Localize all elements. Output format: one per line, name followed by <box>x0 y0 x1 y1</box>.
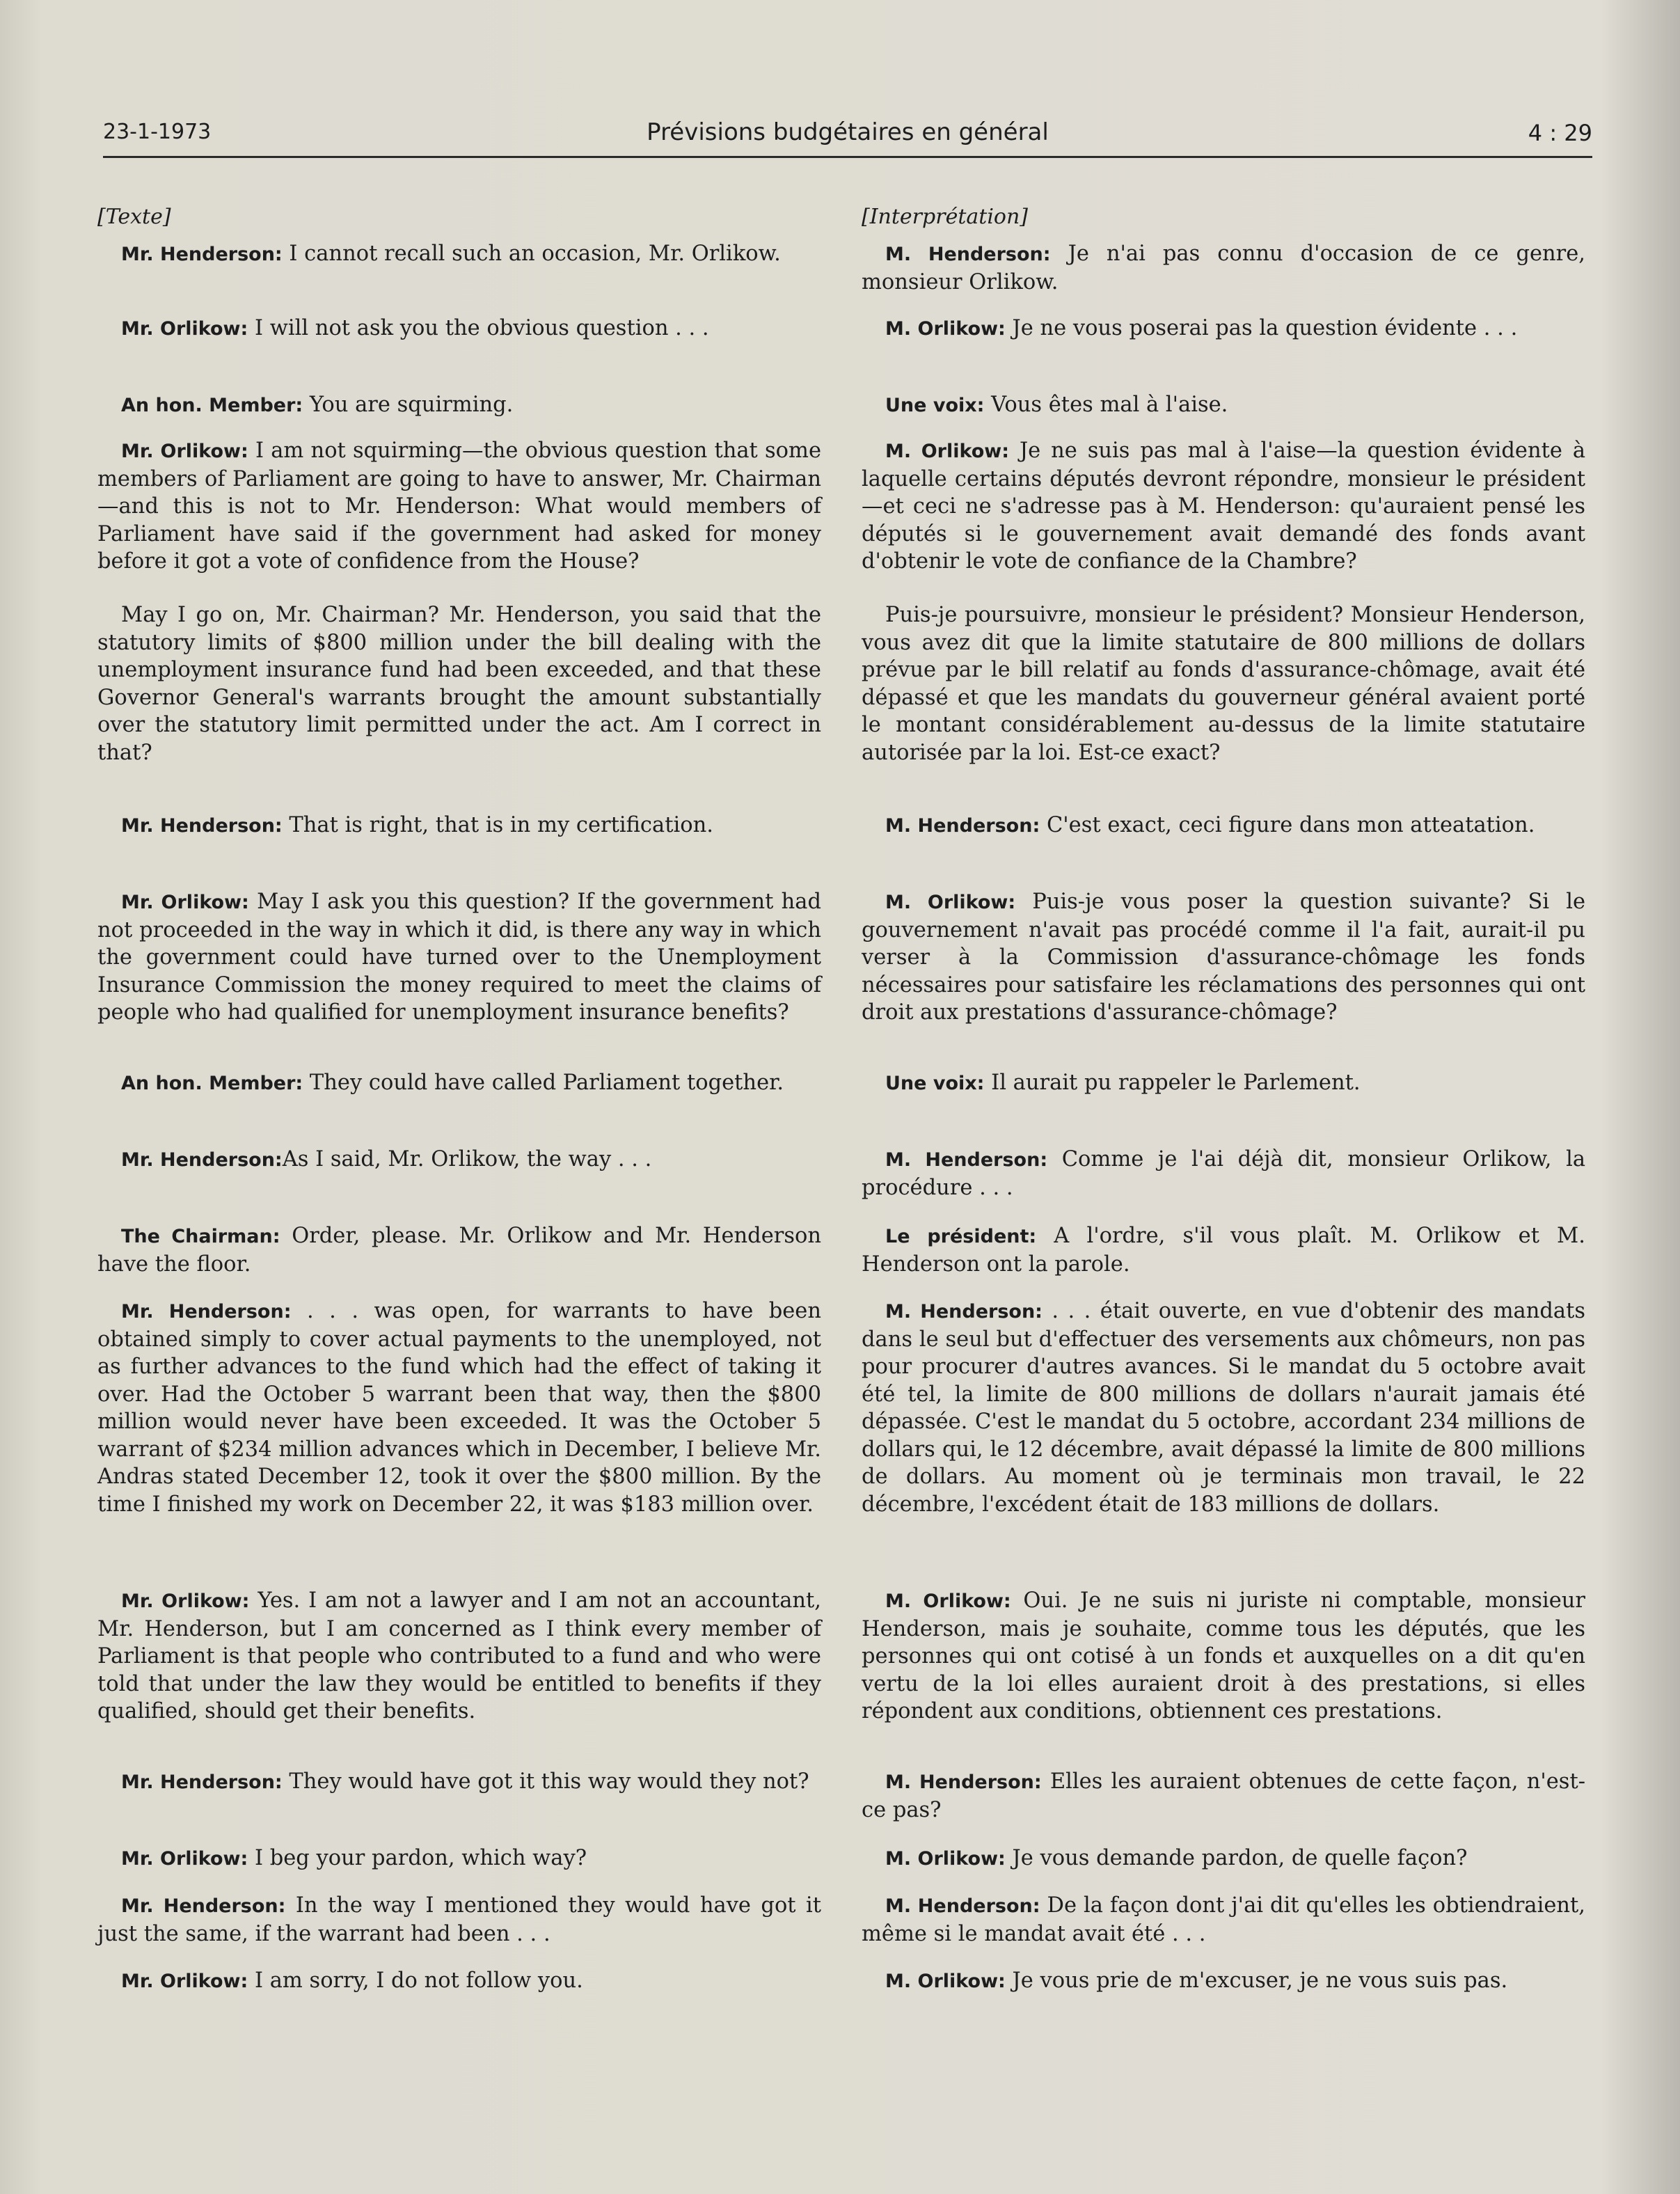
speaker-label: M. Henderson: <box>885 244 1051 265</box>
speaker-label: Mr. Orlikow: <box>121 892 249 913</box>
speech-text: I am not squirming—the obvious question that some members of Parliament are going to have to answer, Mr. Chairman—and this is not to Mr. Henderson: What would members of Parliament have said if the government had asked for money before it got a vote of confidence from the House? <box>97 439 821 574</box>
paragraph <box>862 315 1585 343</box>
section-tag: [Texte] <box>97 205 171 229</box>
speech-text: Vous êtes mal à l'aise. <box>984 393 1228 417</box>
speaker-label: Mr. Orlikow: <box>121 1591 250 1612</box>
speaker-label: M. Orlikow: <box>885 892 1016 913</box>
paragraph <box>862 888 1585 1027</box>
speaker-label: Mr. Henderson: <box>121 1895 286 1917</box>
speech-text: They could have called Parliament together. <box>303 1071 784 1095</box>
speech-text: Je n'ai pas connu d'occasion de ce genre, monsieur Orlikow. <box>862 242 1585 294</box>
speech-text: Il aurait pu rappeler le Parlement. <box>984 1071 1361 1095</box>
paragraph <box>862 391 1585 420</box>
speech-text: As I said, Mr. Orlikow, the way . . . <box>282 1147 652 1171</box>
speaker-label: An hon. Member: <box>121 395 303 416</box>
speaker-label: M. Orlikow: <box>885 441 1010 462</box>
paragraph <box>97 812 821 840</box>
speech-text: Elles les auraient obtenues de cette façon, n'est-ce pas? <box>862 1769 1586 1822</box>
speaker-label: M. Henderson: <box>885 815 1040 837</box>
speaker-label: M. Orlikow: <box>885 1848 1006 1870</box>
paragraph <box>862 1222 1585 1278</box>
speaker-label: Mr. Henderson: <box>121 1771 283 1793</box>
speech-text: Puis-je poursuivre, monsieur le président? Monsieur Henderson, vous avez dit que la limite statutaire de 800 millions de dollars prévue par le bill relatif au fonds d'assurance-chômage, avait été dépassé et que les mandats du gouverneur général avaient porté le montant considérablement au-dessus de la limite statutaire autorisée par la loi. Est-ce exact? <box>862 603 1585 765</box>
speech-text: They would have got it this way would they not? <box>282 1769 809 1794</box>
speaker-label: M. Orlikow: <box>885 1971 1006 1992</box>
paragraph <box>862 240 1585 296</box>
speaker-label: M. Orlikow: <box>885 318 1006 340</box>
paragraph <box>97 1892 821 1948</box>
running-header <box>103 117 1592 158</box>
paragraph <box>862 1069 1585 1098</box>
paragraph <box>862 437 1585 576</box>
speaker-label: M. Henderson: <box>885 1301 1043 1323</box>
speaker-label: Une voix: <box>885 395 985 416</box>
speaker-label: Mr. Orlikow: <box>121 441 248 462</box>
speaker-label: M. Orlikow: <box>885 1591 1011 1612</box>
speaker-label: Mr. Orlikow: <box>121 1971 248 1992</box>
paragraph <box>97 1297 821 1518</box>
paragraph <box>862 1587 1585 1726</box>
paragraph <box>97 391 821 420</box>
speech-text: Comme je l'ai déjà dit, monsieur Orlikow, la procédure . . . <box>862 1147 1586 1200</box>
section-tag: [Interprétation] <box>862 205 1029 229</box>
speaker-label: Mr. Henderson: <box>121 1301 292 1323</box>
speaker-label: M. Henderson: <box>885 1149 1048 1171</box>
paragraph <box>97 1587 821 1726</box>
speaker-label: Mr. Henderson: <box>121 1149 283 1171</box>
speech-text: Je ne vous poserai pas la question évidente . . . <box>1005 316 1518 340</box>
header-title: Prévisions budgétaires en général <box>647 118 1049 146</box>
paragraph <box>97 1967 821 1996</box>
speaker-label: Mr. Henderson: <box>121 244 283 265</box>
speaker-label: Mr. Orlikow: <box>121 318 248 340</box>
paragraph <box>862 601 1585 766</box>
speech-text: A l'ordre, s'il vous plaît. M. Orlikow et M. Henderson ont la parole. <box>862 1224 1585 1277</box>
speech-text: You are squirming. <box>303 393 514 417</box>
speaker-label: An hon. Member: <box>121 1073 303 1094</box>
speaker-label: Mr. Henderson: <box>121 815 283 837</box>
speech-text: Je vous demande pardon, de quelle façon? <box>1005 1846 1468 1870</box>
speech-text: Oui. Je ne suis ni juriste ni comptable, monsieur Henderson, mais je souhaite, comme tous les députés, que les personnes qui ont cotisé à un fonds et auxquelles on a dit qu'en vertu de la loi elles auraient droit à des prestations, si elles répondent aux conditions, obtiennent ces prestations. <box>862 1588 1585 1723</box>
paragraph <box>97 1768 821 1797</box>
speech-text: De la façon dont j'ai dit qu'elles les obtiendraient, même si le mandat avait été . . . <box>862 1893 1585 1946</box>
speaker-label: M. Henderson: <box>885 1771 1042 1793</box>
speech-text: I will not ask you the obvious question . . . <box>248 316 709 340</box>
speech-text: . . . was open, for warrants to have been obtained simply to cover actual payments to the unemployed, not as further advances to the fund which had the effect of taking it over. Had the October 5 warrant been that way, then the $800 million would never have been exceeded. It was the October 5 warrant of $234 million advances which in December, I believe Mr. Andras stated December 12, took it over the $800 million. By the time I finished my work on December 22, it was $183 million over. <box>97 1299 821 1517</box>
page-number: 4 : 29 <box>1528 120 1592 146</box>
speech-text: I am sorry, I do not follow you. <box>248 1968 583 1993</box>
paragraph <box>97 1845 821 1873</box>
paragraph <box>97 315 821 343</box>
paragraph <box>862 812 1585 840</box>
speech-text: Yes. I am not a lawyer and I am not an accountant, Mr. Henderson, but I am concerned as I think every member of Parliament is that people who contributed to a fund and who were told that under the law they would be entitled to benefits if they qualified, should get their benefits. <box>97 1588 822 1723</box>
speaker-label: M. Henderson: <box>885 1895 1040 1917</box>
speech-text: I beg your pardon, which way? <box>248 1846 587 1870</box>
paragraph <box>97 888 821 1027</box>
speaker-label: Le président: <box>885 1226 1037 1247</box>
speaker-label: Mr. Orlikow: <box>121 1848 248 1870</box>
speech-text: May I go on, Mr. Chairman? Mr. Henderson, you said that the statutory limits of $800 million under the bill dealing with the unemployment insurance fund had been exceeded, and that these Governor General's warrants brought the amount substantially over the statutory limit permitted under the act. Am I correct in that? <box>97 603 821 765</box>
header-date: 23-1-1973 <box>103 120 212 144</box>
speech-text: . . . était ouverte, en vue d'obtenir des mandats dans le seul but d'effectuer des versements aux chômeurs, non pas pour procurer d'autres avances. Si le mandat du 5 octobre avait été tel, la limite de 800 millions de dollars n'aurait jamais été dépassée. C'est le mandat du 5 octobre, accordant 234 millions de dollars qui, le 12 décembre, avait dépassé la limite de 800 millions de dollars. Au moment où je terminais mon travail, le 22 décembre, l'excédent était de 183 millions de dollars. <box>862 1299 1585 1517</box>
speech-text: That is right, that is in my certification. <box>282 813 713 837</box>
paragraph <box>862 1892 1585 1948</box>
paragraph <box>862 1768 1585 1824</box>
speech-text: Order, please. Mr. Orlikow and Mr. Henderson have the floor. <box>97 1224 821 1277</box>
paragraph <box>97 1222 821 1278</box>
paragraph <box>862 1146 1585 1201</box>
paragraph <box>97 601 821 766</box>
speech-text: C'est exact, ceci figure dans mon atteatation. <box>1040 813 1535 837</box>
speaker-label: Une voix: <box>885 1073 985 1094</box>
speech-text: Je ne suis pas mal à l'aise—la question évidente à laquelle certains députés devront répondre, monsieur le président—et ceci ne s'adresse pas à M. Henderson: qu'auraient pensé les députés si le gouvernement avait demandé des fonds avant d'obtenir le vote de confiance de la Chambre? <box>862 439 1586 574</box>
speech-text: May I ask you this question? If the government had not proceeded in the way in which it did, is there any way in which the government could have turned over to the Unemployment Insurance Commission the money required to meet the claims of people who had qualified for unemployment insurance benefits? <box>97 890 821 1025</box>
paragraph <box>97 1069 821 1098</box>
speech-text: In the way I mentioned they would have got it just the same, if the warrant had been . . . <box>97 1893 821 1946</box>
paragraph <box>97 437 821 576</box>
speech-text: I cannot recall such an occasion, Mr. Orlikow. <box>282 242 781 266</box>
speaker-label: The Chairman: <box>121 1226 280 1247</box>
paragraph <box>862 1845 1585 1873</box>
speech-text: Je vous prie de m'excuser, je ne vous suis pas. <box>1005 1968 1508 1993</box>
paragraph <box>97 1146 821 1174</box>
speech-text: Puis-je vous poser la question suivante? Si le gouvernement n'avait pas procédé comme il l'a fait, aurait-il pu verser à la Commission d'assurance-chômage les fonds nécessaires pour satisfaire les réclamations des personnes qui ont droit aux prestations d'assurance-chômage? <box>862 890 1585 1025</box>
paragraph <box>862 1297 1585 1518</box>
paragraph <box>97 240 821 269</box>
paragraph <box>862 1967 1585 1996</box>
